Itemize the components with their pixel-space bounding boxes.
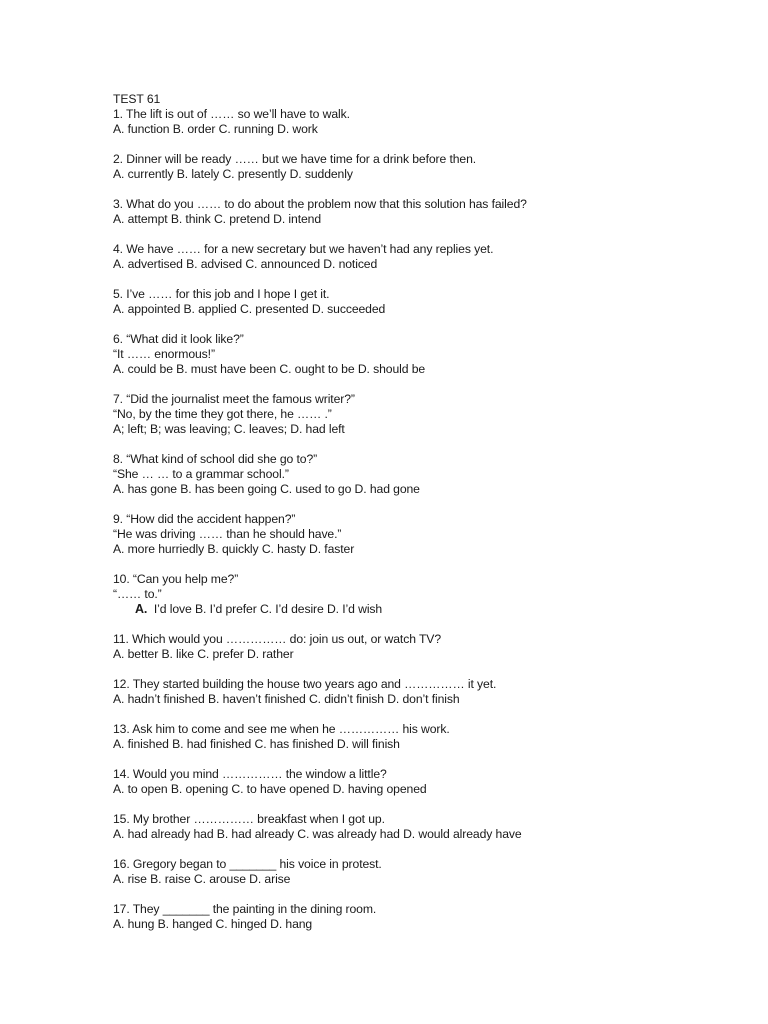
question-17 <box>113 902 753 932</box>
question-6 <box>113 332 753 377</box>
question-text: 12. They started building the house two years ago and …………… it yet. <box>113 677 497 691</box>
test-document <box>113 92 753 947</box>
question-14 <box>113 767 753 797</box>
answer-options-text: I’d love B. I’d prefer C. I’d desire D. I’d wish <box>147 602 383 616</box>
question-text: 1. The lift is out of …… so we’ll have to walk. <box>113 107 350 121</box>
question-text: “It …… enormous!” <box>113 347 215 361</box>
question-5 <box>113 287 753 317</box>
answer-options: A. rise B. raise C. arouse D. arise <box>113 872 291 886</box>
question-text: “She … … to a grammar school.” <box>113 467 289 481</box>
answer-options: A. has gone B. has been going C. used to go D. had gone <box>113 482 420 496</box>
question-text: 11. Which would you …………… do: join us out, or watch TV? <box>113 632 441 646</box>
answer-options: A. function B. order C. running D. work <box>113 122 318 136</box>
question-text: 8. “What kind of school did she go to?” <box>113 452 318 466</box>
answer-options: A. to open B. opening C. to have opened D. having opened <box>113 782 427 796</box>
question-text: 15. My brother …………… breakfast when I got up. <box>113 812 385 826</box>
question-text: 16. Gregory began to _______ his voice in protest. <box>113 857 382 871</box>
answer-options: A. finished B. had finished C. has finished D. will finish <box>113 737 400 751</box>
answer-options: A. could be B. must have been C. ought to be D. should be <box>113 362 426 376</box>
answer-options: A. appointed B. applied C. presented D. succeeded <box>113 302 386 316</box>
answer-marker: A. <box>135 602 148 616</box>
question-text: “He was driving …… than he should have.” <box>113 527 342 541</box>
question-11 <box>113 632 753 662</box>
question-8 <box>113 452 753 497</box>
question-text: “…… to.” <box>113 587 162 601</box>
question-text: 10. “Can you help me?” <box>113 572 239 586</box>
question-2 <box>113 152 753 182</box>
question-12 <box>113 677 753 707</box>
question-3 <box>113 197 753 227</box>
answer-options: A. better B. like C. prefer D. rather <box>113 647 294 661</box>
question-text: 17. They _______ the painting in the dining room. <box>113 902 377 916</box>
question-10 <box>113 572 753 617</box>
answer-options: A. had already had B. had already C. was already had D. would already have <box>113 827 522 841</box>
answer-options: A; left; B; was leaving; C. leaves; D. had left <box>113 422 345 436</box>
answer-options: A. hadn’t finished B. haven’t finished C. didn’t finish D. don’t finish <box>113 692 460 706</box>
question-7 <box>113 392 753 437</box>
answer-options: A. advertised B. advised C. announced D. noticed <box>113 257 378 271</box>
question-text: 7. “Did the journalist meet the famous writer?” <box>113 392 355 406</box>
answer-options: A. currently B. lately C. presently D. suddenly <box>113 167 353 181</box>
question-15 <box>113 812 753 842</box>
question-9 <box>113 512 753 557</box>
question-4 <box>113 242 753 272</box>
question-text: “No, by the time they got there, he …… .” <box>113 407 332 421</box>
question-text: 14. Would you mind …………… the window a little? <box>113 767 387 781</box>
question-text: 5. I’ve …… for this job and I hope I get it. <box>113 287 330 301</box>
question-text: 13. Ask him to come and see me when he …………… his work. <box>113 722 450 736</box>
question-text: 9. “How did the accident happen?” <box>113 512 296 526</box>
question-text: 3. What do you …… to do about the problem now that this solution has failed? <box>113 197 527 211</box>
answer-options: A. attempt B. think C. pretend D. intend <box>113 212 322 226</box>
question-1 <box>113 107 753 137</box>
test-title: TEST 61 <box>113 92 161 106</box>
question-16 <box>113 857 753 887</box>
question-text: 4. We have …… for a new secretary but we haven’t had any replies yet. <box>113 242 494 256</box>
answer-options: A. more hurriedly B. quickly C. hasty D. faster <box>113 542 355 556</box>
answer-options <box>113 602 753 617</box>
answer-options: A. hung B. hanged C. hinged D. hang <box>113 917 313 931</box>
question-text: 6. “What did it look like?” <box>113 332 244 346</box>
question-text: 2. Dinner will be ready …… but we have time for a drink before then. <box>113 152 477 166</box>
question-13 <box>113 722 753 752</box>
